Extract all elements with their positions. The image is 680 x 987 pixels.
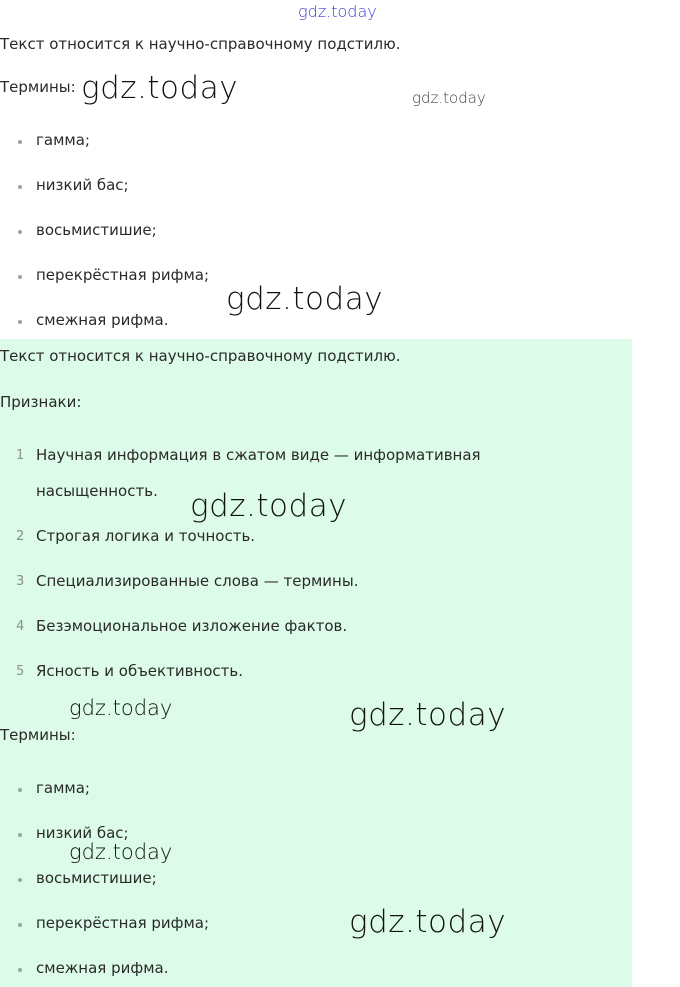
signs-label: Признаки:: [0, 393, 82, 411]
watermark: gdz.today: [412, 89, 486, 107]
list-item: восьмистишие;: [36, 869, 157, 887]
bullet-icon: [18, 833, 22, 837]
bullet-icon: [18, 275, 22, 279]
watermark: gdz.today: [190, 488, 348, 524]
list-item: Строгая логика и точность.: [36, 527, 256, 545]
list-item: перекрёстная рифма;: [36, 266, 210, 284]
list-number: 3: [16, 574, 25, 589]
watermark: gdz.today: [349, 904, 507, 940]
bullet-icon: [18, 230, 22, 234]
list-item: гамма;: [36, 131, 90, 149]
list-item: перекрёстная рифма;: [36, 914, 210, 932]
bullet-icon: [18, 923, 22, 927]
list-item-continuation: насыщенность.: [36, 482, 158, 500]
watermark: gdz.today: [81, 70, 239, 106]
watermark: gdz.today: [226, 281, 384, 317]
list-number: 5: [16, 664, 25, 679]
list-item: низкий бас;: [36, 824, 129, 842]
list-number: 2: [16, 529, 25, 544]
list-item: низкий бас;: [36, 176, 129, 194]
intro-text-2: Текст относится к научно-справочному подстилю.: [0, 347, 401, 365]
watermark: gdz.today: [69, 840, 173, 864]
intro-text: Текст относится к научно-справочному подстилю.: [0, 35, 401, 53]
list-item: гамма;: [36, 779, 90, 797]
bullet-icon: [18, 140, 22, 144]
list-item: восьмистишие;: [36, 221, 157, 239]
list-number: 4: [16, 619, 25, 634]
bullet-icon: [18, 788, 22, 792]
terms-label: Термины:: [0, 78, 76, 96]
bullet-icon: [18, 968, 22, 972]
list-item: смежная рифма.: [36, 959, 169, 977]
bullet-icon: [18, 320, 22, 324]
bullet-icon: [18, 185, 22, 189]
terms-label-2: Термины:: [0, 726, 76, 744]
list-item: Ясность и объективность.: [36, 662, 243, 680]
list-item: Безэмоциональное изложение фактов.: [36, 617, 348, 635]
list-item: смежная рифма.: [36, 311, 169, 329]
bullet-icon: [18, 878, 22, 882]
watermark: gdz.today: [349, 697, 507, 733]
list-item: Специализированные слова — термины.: [36, 572, 359, 590]
watermark: gdz.today: [69, 696, 173, 720]
list-number: 1: [16, 448, 25, 463]
list-item: Научная информация в сжатом виде — информативная: [36, 446, 481, 464]
top-watermark: gdz.today: [298, 2, 377, 21]
